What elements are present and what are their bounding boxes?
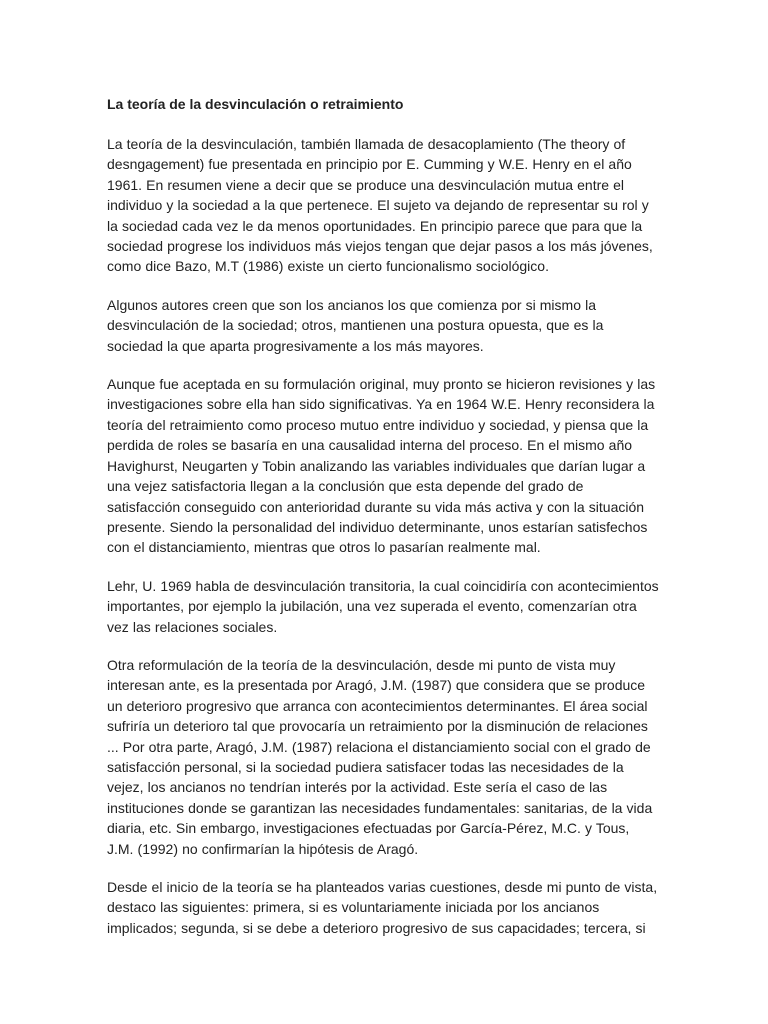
- paragraph-1: La teoría de la desvinculación, también llamada de desacoplamiento (The theory of desngagement) fue presentada en principio por E. Cumming y W.E. Henry en el año 1961. En resumen viene a decir que se produce una desvinculación mutua entre el individuo y la sociedad a la que pertenece. El sujeto va dejando de representar su rol y la sociedad cada vez le da menos oportunidades. En principio parece que para que la sociedad progrese los individuos más viejos tengan que dejar pasos a los más jóvenes, como dice Bazo, M.T (1986) existe un cierto funcionalismo sociológico.: [107, 136, 653, 275]
- document-page: [107, 94, 659, 956]
- paragraph-6: Desde el inicio de la teoría se ha planteados varias cuestiones, desde mi punto de vista, destaco las siguientes: primera, si es voluntariamente iniciada por los ancianos implicados; segunda, si se debe a deterioro progresivo de sus capacidades; tercera, si: [107, 879, 658, 936]
- paragraph-2: Algunos autores creen que son los ancianos los que comienza por si mismo la desvinculación de la sociedad; otros, mantienen una postura opuesta, que es la sociedad la que aparta progresivamente a los más mayores.: [107, 296, 604, 354]
- paragraph-4: Lehr, U. 1969 habla de desvinculación transitoria, la cual coincidiría con acontecimientos importantes, por ejemplo la jubilación, una vez superada el evento, comenzarían otra vez las relaciones sociales.: [107, 577, 659, 635]
- paragraph-3: Aunque fue aceptada en su formulación original, muy pronto se hicieron revisiones y las investigaciones sobre ella han sido significativas. Ya en 1964 W.E. Henry reconsidera la teoría del retraimiento como proceso mutuo entre individuo y sociedad, y piensa que la perdida de roles se basaría en una causalidad interna del proceso. En el mismo año Havighurst, Neugarten y Tobin analizando las variables individuales que darían lugar a una vejez satisfactoria llegan a la conclusión que esta depende del grado de satisfacción conseguido con anterioridad durante su vida más activa y con la situación presente. Siendo la personalidad del individuo determinante, unos estarían satisfechos con el distanciamiento, mientras que otros lo pasarían realmente mal.: [107, 376, 656, 556]
- paragraph-5: Otra reformulación de la teoría de la desvinculación, desde mi punto de vista muy interesan ante, es la presentada por Aragó, J.M. (1987) que considera que se produce un deterioro progresivo que arranca con acontecimientos determinantes. El área social sufriría un deterioro tal que provocaría un retraimiento por la disminución de relaciones ... Por otra parte, Aragó, J.M. (1987) relaciona el distanciamiento social con el grado de satisfacción personal, si la sociedad pudiera satisfacer todas las necesidades de la vejez, los ancianos no tendrían interés por la actividad. Este sería el caso de las instituciones donde se garantizan las necesidades fundamentales: sanitarias, de la vida diaria, etc. Sin embargo, investigaciones efectuadas por García-Pérez, M.C. y Tous, J.M. (1992) no confirmarían la hipótesis de Aragó.: [107, 656, 653, 857]
- document-title: La teoría de la desvinculación o retraimiento: [107, 96, 404, 112]
